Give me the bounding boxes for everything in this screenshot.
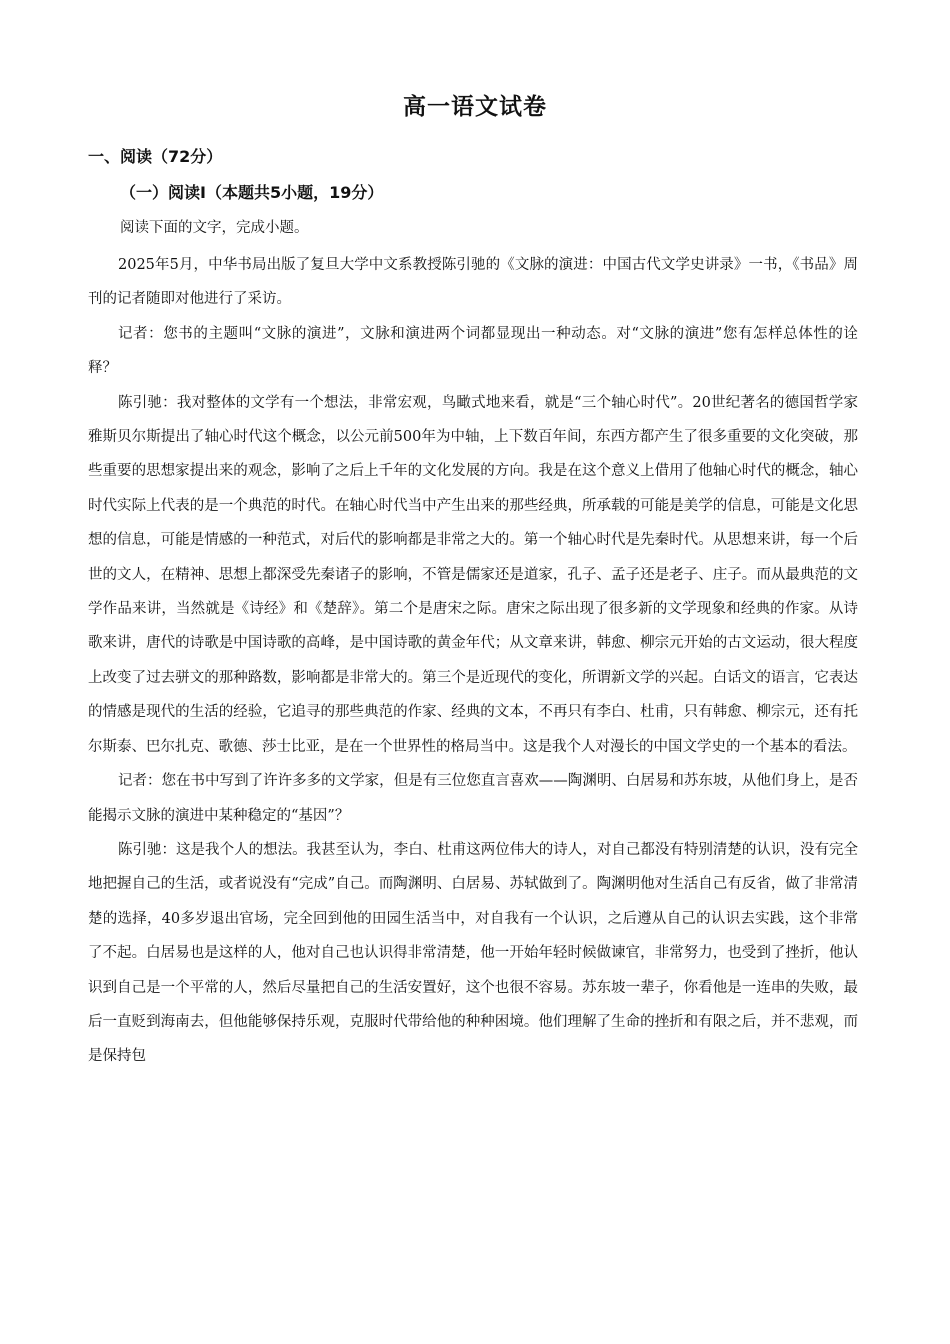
passage-paragraph-answer-2: 陈引驰：这是我个人的想法。我甚至认为，李白、杜甫这两位伟大的诗人，对自己都没有特别清楚的认识，没有完全地把握自己的生活，或者说没有“完成”自己。而陶渊明、白居易、苏轼做到了。陶渊明他对生活自己有反省，做了非常清楚的选择，40多岁退出官场，完全回到他的田园生活当中，对自我有一个认识，之后遵从自己的认识去实践，这个非常了不起。白居易也是这样的人，他对自己也认识得非常清楚，他一开始年轻时候做谏官，非常努力，也受到了挫折，他认识到自己是一个平常的人，然后尽量把自己的生活安置好，这个也很不容易。苏东坡一辈子，你看他是一连串的失败，最后一直贬到海南去，但他能够保持乐观，克服时代带给他的种种困境。他们理解了生命的挫折和有限之后，并不悲观，而是保持包 bbox=[88, 841, 858, 1065]
passage-body bbox=[88, 248, 858, 1074]
passage-paragraph-question-1: 记者：您书的主题叫“文脉的演进”，文脉和演进两个词都显现出一种动态。对“文脉的演进”您有怎样总体性的诠释？ bbox=[88, 325, 858, 377]
section-heading: 一、阅读（72分） bbox=[88, 147, 223, 166]
reading-instruction: 阅读下面的文字，完成小题。 bbox=[120, 220, 309, 236]
passage-paragraph-question-2: 记者：您在书中写到了许许多多的文学家，但是有三位您直言喜欢——陶渊明、白居易和苏东坡，从他们身上，是否能揭示文脉的演进中某种稳定的“基因”？ bbox=[88, 773, 858, 824]
sub-section-heading: （一）阅读Ⅰ（本题共5小题，19分） bbox=[120, 183, 384, 202]
passage-paragraph-intro: 2025年5月，中华书局出版了复旦大学中文系教授陈引驰的《文脉的演进：中国古代文学史讲录》一书，《书品》周刊的记者随即对他进行了采访。 bbox=[88, 257, 858, 308]
page-title: 高一语文试卷 bbox=[403, 94, 547, 120]
passage-paragraph-answer-1: 陈引驰：我对整体的文学有一个想法，非常宏观，鸟瞰式地来看，就是“三个轴心时代”。20世纪著名的德国哲学家雅斯贝尔斯提出了轴心时代这个概念，以公元前500年为中轴，上下数百年间，东西方都产生了很多重要的文化突破，那些重要的思想家提出来的观念，影响了之后上千年的文化发展的方向。我是在这个意义上借用了他轴心时代的概念，轴心时代实际上代表的是一个典范的时代。在轴心时代当中产生出来的那些经典，所承载的可能是美学的信息，可能是文化思想的信息，可能是情感的一种范式，对后代的影响都是非常之大的。第一个轴心时代是先秦时代。从思想来讲，每一个后世的文人，在精神、思想上都深受先秦诸子的影响，不管是儒家还是道家，孔子、孟子还是老子、庄子。而从最典范的文学作品来讲，当然就是《诗经》和《楚辞》。第二个是唐宋之际。唐宋之际出现了很多新的文学现象和经典的作家。从诗歌来讲，唐代的诗歌是中国诗歌的高峰，是中国诗歌的黄金年代；从文章来讲，韩愈、柳宗元开始的古文运动，很大程度上改变了过去骈文的那种路数，影响都是非常大的。第三个是近现代的变化，所谓新文学的兴起。白话文的语言，它表达的情感是现代的生活的经验，它追寻的那些典范的作家、经典的文本，不再只有李白、杜甫，只有韩愈、柳宗元，还有托尔斯泰、巴尔扎克、歌德、莎士比亚，是在一个世界性的格局当中。这是我个人对漫长的中国文学史的一个基本的看法。 bbox=[88, 394, 858, 755]
